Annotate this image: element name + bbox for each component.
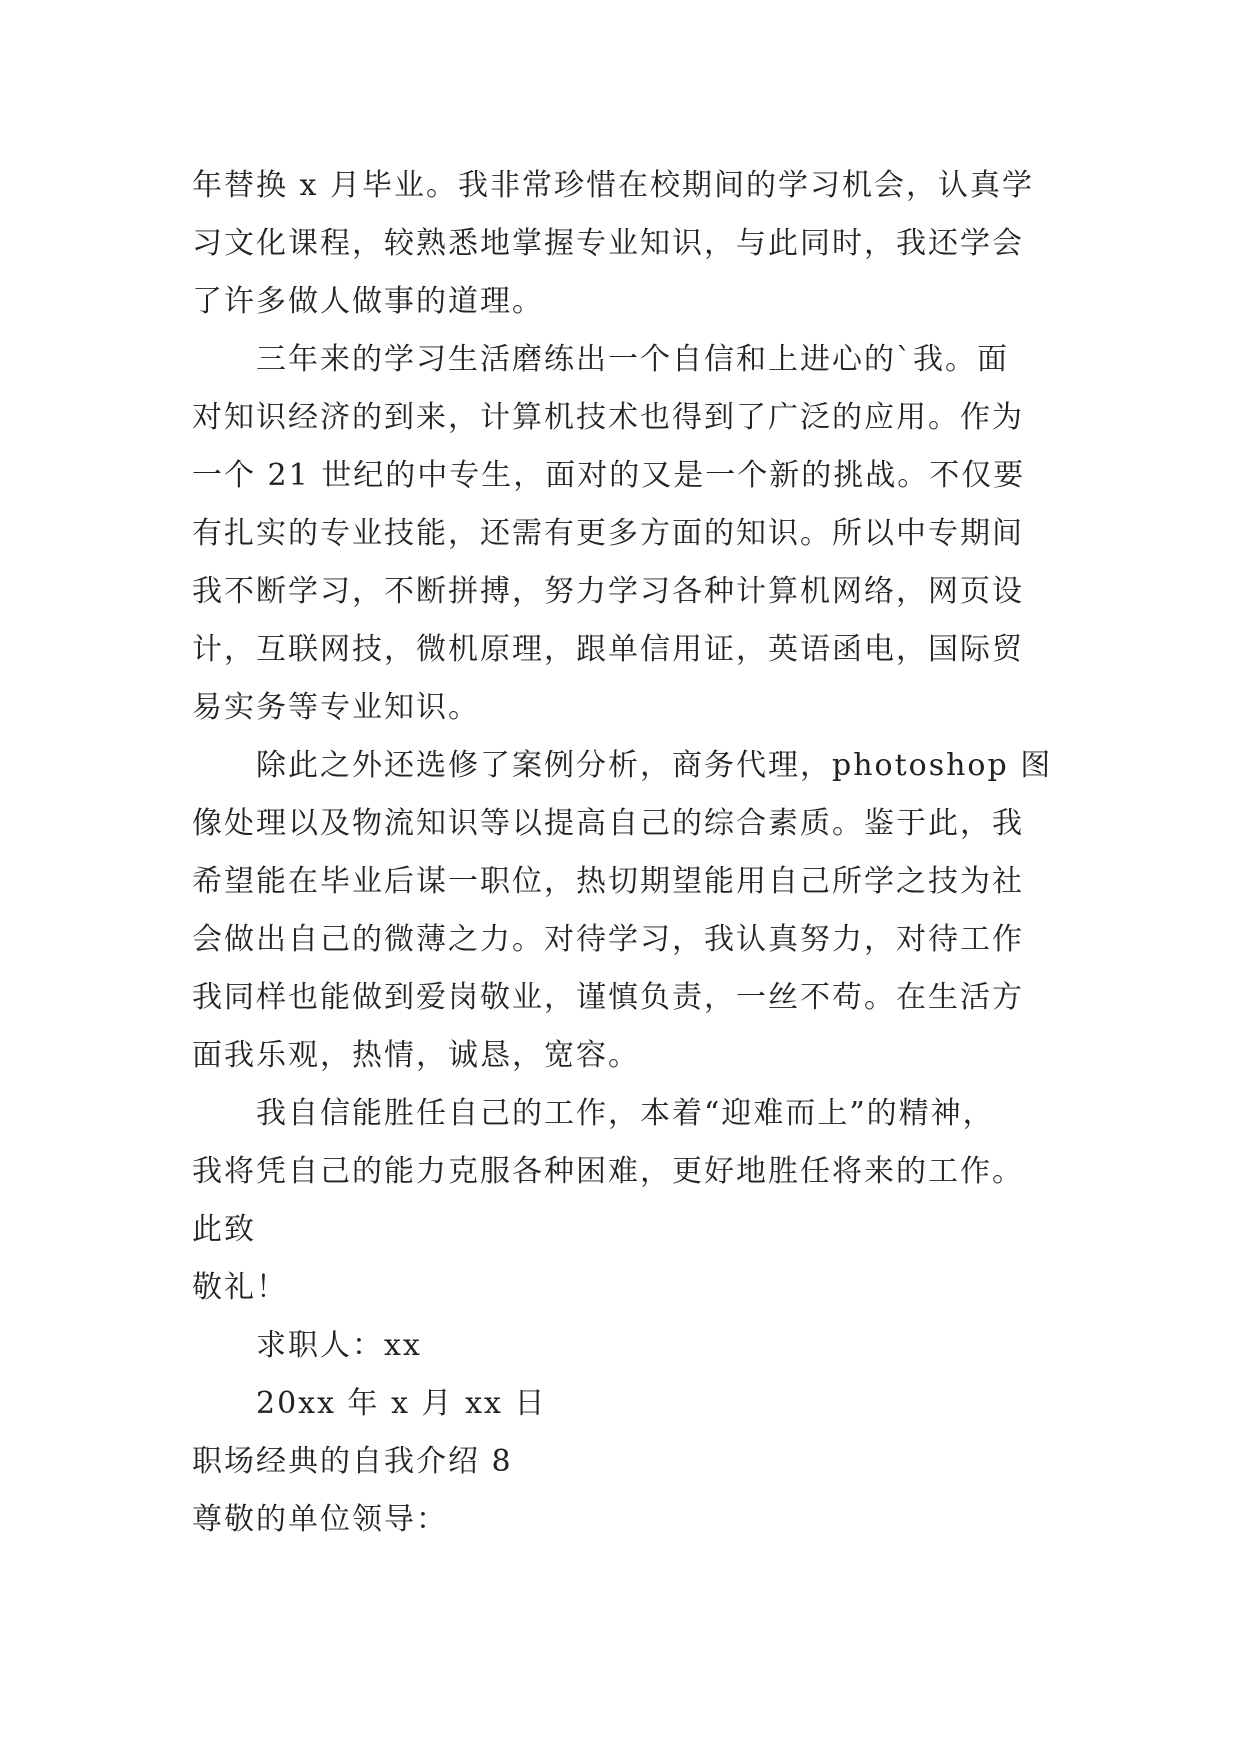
paragraph-start-line: 三年来的学习生活磨练出一个自信和上进心的`我。面 xyxy=(256,342,1009,377)
text-line: 计，互联网技，微机原理，跟单信用证，英语函电，国际贸 xyxy=(192,632,1024,667)
paragraph-start-line: 我自信能胜任自己的工作，本着“迎难而上”的精神， xyxy=(256,1096,995,1131)
greeting-line: 尊敬的单位领导： xyxy=(192,1502,448,1537)
text-line: 有扎实的专业技能，还需有更多方面的知识。所以中专期间 xyxy=(192,516,1024,551)
section-heading: 职场经典的自我介绍 8 xyxy=(192,1444,513,1479)
closing-regards: 敬礼！ xyxy=(192,1270,288,1305)
text-line: 了许多做人做事的道理。 xyxy=(192,284,544,319)
closing-salutation: 此致 xyxy=(192,1212,256,1247)
text-line: 我同样也能做到爱岗敬业，谨慎负责，一丝不苟。在生活方 xyxy=(192,980,1024,1015)
letter-body xyxy=(192,157,1072,1549)
text-line: 我不断学习，不断拼搏，努力学习各种计算机网络，网页设 xyxy=(192,574,1024,609)
text-line: 希望能在毕业后谋一职位，热切期望能用自己所学之技为社 xyxy=(192,864,1024,899)
text-line: 习文化课程，较熟悉地掌握专业知识，与此同时，我还学会 xyxy=(192,226,1024,261)
text-line: 年替换 x 月毕业。我非常珍惜在校期间的学习机会，认真学 xyxy=(192,168,1034,203)
applicant-signature: 求职人：xx xyxy=(256,1328,422,1363)
text-line: 像处理以及物流知识等以提高自己的综合素质。鉴于此，我 xyxy=(192,806,1024,841)
text-line: 易实务等专业知识。 xyxy=(192,690,480,725)
text-line: 对知识经济的到来，计算机技术也得到了广泛的应用。作为 xyxy=(192,400,1024,435)
text-line: 我将凭自己的能力克服各种困难，更好地胜任将来的工作。 xyxy=(192,1154,1024,1189)
text-line: 面我乐观，热情，诚恳，宽容。 xyxy=(192,1038,640,1073)
paragraph-start-line: 除此之外还选修了案例分析，商务代理，photoshop 图 xyxy=(256,748,1053,783)
text-line: 一个 21 世纪的中专生，面对的又是一个新的挑战。不仅要 xyxy=(192,458,1026,493)
text-line: 会做出自己的微薄之力。对待学习，我认真努力，对待工作 xyxy=(192,922,1024,957)
letter-date: 20xx 年 x 月 xx 日 xyxy=(256,1386,547,1421)
